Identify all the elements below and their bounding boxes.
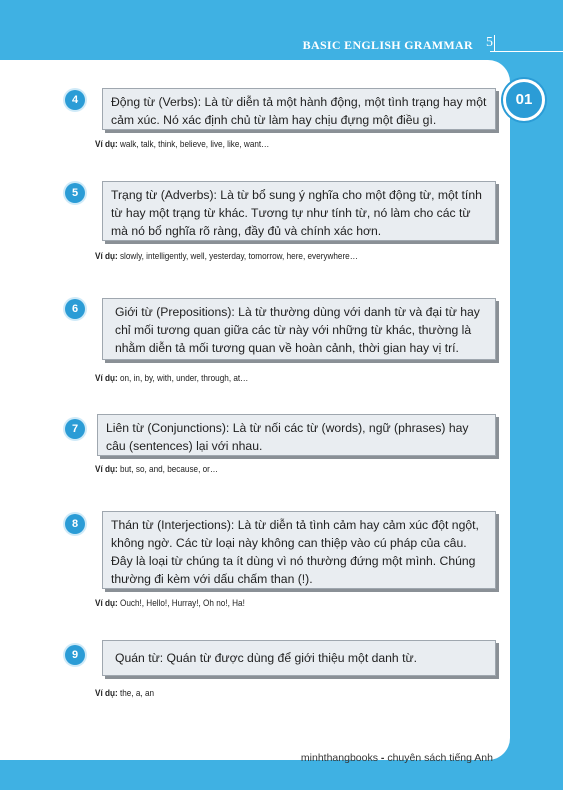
example-label: Ví dụ:: [95, 464, 118, 475]
page-footer: [301, 752, 493, 764]
publisher-name: minhthangbooks: [300, 752, 378, 764]
example-text: on, in, by, with, under, through, at…: [119, 373, 249, 384]
section-number-badge: 9: [65, 645, 85, 665]
section-number-badge: 6: [65, 299, 85, 319]
example-text: slowly, intelligently, well, yesterday, tomorrow, here, everywhere…: [119, 251, 358, 262]
example-label: Ví dụ:: [95, 373, 118, 384]
definition-box-verbs: Động từ (Verbs): Là từ diễn tả một hành động, một tình trạng hay một cảm xúc. Nó xác định chủ từ làm hay chịu đựng một điều gì.: [102, 88, 496, 130]
example-label: Ví dụ:: [95, 598, 118, 609]
example-label: Ví dụ:: [95, 688, 118, 699]
header-rule: [490, 51, 563, 52]
section-number-badge: 7: [65, 419, 85, 439]
page-header: [0, 0, 563, 60]
publisher-tagline: chuyên sách tiếng Anh: [387, 752, 493, 764]
example-text: but, so, and, because, or…: [119, 464, 219, 475]
example-verbs: [95, 139, 269, 150]
definition-box-adverbs: Trạng từ (Adverbs): Là từ bổ sung ý nghĩa cho một động từ, một tính từ hay một trạng từ khác. Tương tự như tính từ, nó làm cho các từ mà nó bổ nghĩa rõ ràng, đầy đủ và chính xác hơn.: [102, 181, 496, 241]
example-prepositions: [95, 373, 248, 384]
page-number: 5: [486, 35, 493, 50]
definition-box-articles: Quán từ: Quán từ được dùng để giới thiệu một danh từ.: [102, 640, 496, 676]
example-label: Ví dụ:: [95, 251, 118, 262]
section-number-badge: 8: [65, 514, 85, 534]
example-articles: [95, 688, 154, 699]
section-number-badge: 5: [65, 183, 85, 203]
example-interjections: [95, 598, 245, 609]
chapter-badge: 01: [503, 79, 545, 121]
definition-box-prepositions: Giới từ (Prepositions): Là từ thường dùng với danh từ và đại từ hay chỉ mối tương quan giữa các từ này với những từ khác, thường là nhằm diễn tả mối tương quan về hoàn cảnh, thời gian hay vị trí.: [102, 298, 496, 360]
example-text: Ouch!, Hello!, Hurray!, Oh no!, Ha!: [119, 598, 245, 609]
header-divider: [494, 35, 495, 51]
example-conjunctions: [95, 464, 218, 475]
example-text: the, a, an: [119, 688, 155, 699]
example-text: walk, talk, think, believe, live, like, want…: [119, 139, 270, 150]
footer-separator: -: [377, 752, 388, 764]
example-label: Ví dụ:: [95, 139, 118, 150]
book-title: BASIC ENGLISH GRAMMAR: [302, 38, 473, 52]
example-adverbs: [95, 251, 358, 262]
definition-box-conjunctions: Liên từ (Conjunctions): Là từ nối các từ (words), ngữ (phrases) hay câu (sentences) lại với nhau.: [97, 414, 496, 456]
section-number-badge: 4: [65, 90, 85, 110]
definition-box-interjections: Thán từ (Interjections): Là từ diễn tả tình cảm hay cảm xúc đột ngột, không ngờ. Các từ loại này không can thiệp vào cú pháp của câu. Đây là loại từ chúng ta ít dùng vì nó thường đứng một mình. Chúng thường đi kèm với dấu chấm than (!).: [102, 511, 496, 589]
